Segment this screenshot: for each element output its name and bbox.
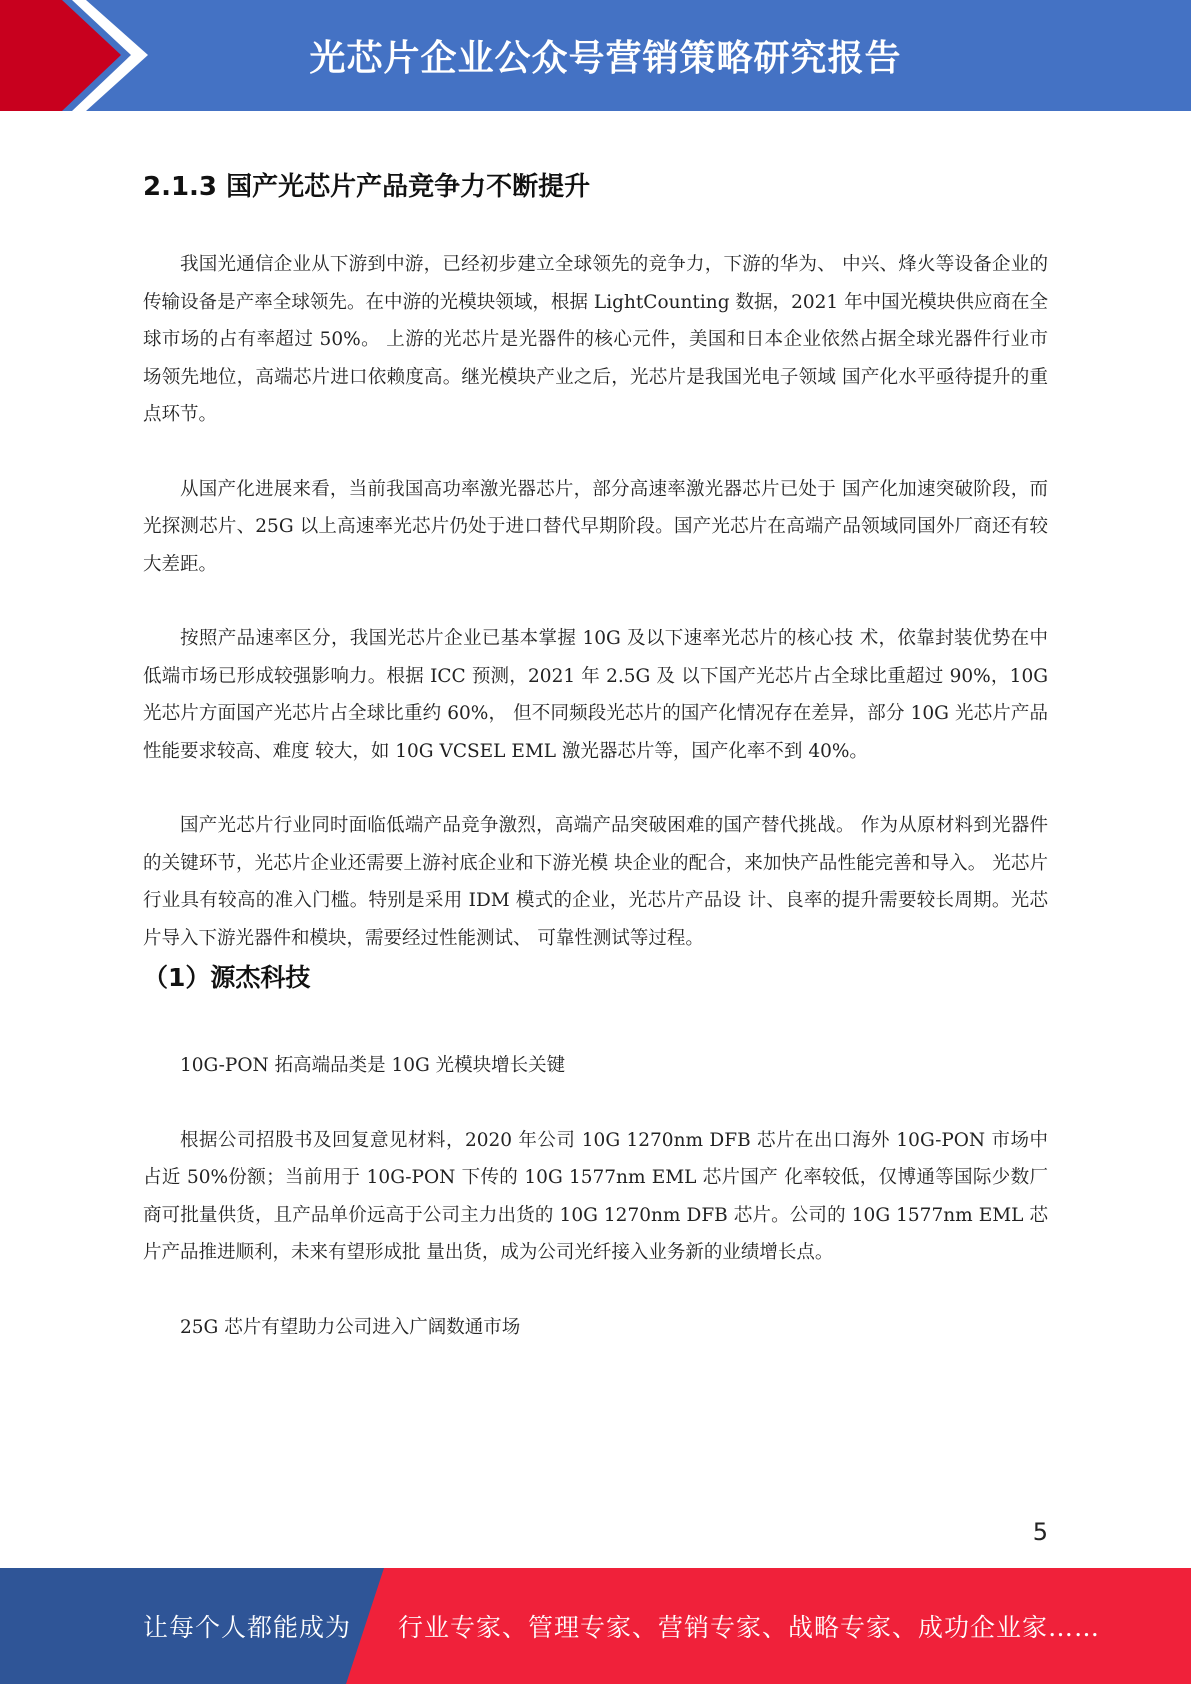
paragraph: 根据公司招股书及回复意见材料，2020 年公司 10G 1270nm DFB 芯片在出口海外 10G-PON 市场中占近 50%份额；当前用于 10G-PON 下传的 10G 1577nm EML 芯片国产 化率较低，仅博通等国际少数厂商可批量供货，且产品单价远高于公司主力出货的 10G 1270nm DFB 芯片。公司的 10G 1577nm EML 芯片产品推进顺利，未来有望形成批 量出货，成为公司光纤接入业务新的业绩增长点。: [143, 1129, 1048, 1263]
page-header: [0, 0, 1191, 111]
paragraph: 10G-PON 拓高端品类是 10G 光模块增长关键: [180, 1055, 566, 1076]
paragraph: 我国光通信企业从下游到中游，已经初步建立全球领先的竞争力，下游的华为、 中兴、烽火等设备企业的传输设备是产率全球领先。在中游的光模块领域，根据 LightCounting 数据，2021 年中国光模块供应商在全球市场的占有率超过 50%。 上游的光芯片是光器件的核心元件，美国和日本企业依然占据全球光器件行业市 场领先地位，高端芯片进口依赖度高。继光模块产业之后，光芯片是我国光电子领域 国产化水平亟待提升的重点环节。: [143, 254, 1048, 425]
footer-slogan: 让每个人都能成为: [143, 1613, 352, 1642]
company-heading: （1）源杰科技: [143, 963, 311, 992]
footer-tagline: 行业专家、管理专家、营销专家、战略专家、成功企业家……: [398, 1613, 1101, 1642]
section-heading: 2.1.3 国产光芯片产品竞争力不断提升: [143, 172, 591, 202]
paragraph: 25G 芯片有望助力公司进入广阔数通市场: [180, 1316, 521, 1338]
page-number: 5: [1032, 1518, 1048, 1546]
paragraph: 按照产品速率区分，我国光芯片企业已基本掌握 10G 及以下速率光芯片的核心技 术，依靠封装优势在中低端市场已形成较强影响力。根据 ICC 预测，2021 年 2.5G 及 以下国产光芯片占全球比重超过 90%，10G 光芯片方面国产光芯片占全球比重约 60%， 但不同频段光芯片的国产化情况存在差异，部分 10G 光芯片产品性能要求较高、难度 较大，如 10G VCSEL EML 激光器芯片等，国产化率不到 40%。: [143, 628, 1048, 762]
report-title: 光芯片企业公众号营销策略研究报告: [309, 38, 902, 79]
paragraph: 国产光芯片行业同时面临低端产品竞争激烈，高端产品突破困难的国产替代挑战。 作为从原材料到光器件的关键环节，光芯片企业还需要上游衬底企业和下游光模 块企业的配合，来加快产品性能完善和导入。 光芯片行业具有较高的准入门槛。特别是采用 IDM 模式的企业，光芯片产品设 计、良率的提升需要较长周期。光芯片导入下游光器件和模块，需要经过性能测试、 可靠性测试等过程。: [143, 815, 1048, 949]
paragraph: 从国产化进展来看，当前我国高功率激光器芯片，部分高速率激光器芯片已处于 国产化加速突破阶段，而光探测芯片、25G 以上高速率光芯片仍处于进口替代早期阶段。国产光芯片在高端产品领域同国外厂商还有较大差距。: [143, 478, 1048, 575]
page-footer: [0, 1568, 1191, 1684]
page-content: [143, 168, 1048, 1346]
